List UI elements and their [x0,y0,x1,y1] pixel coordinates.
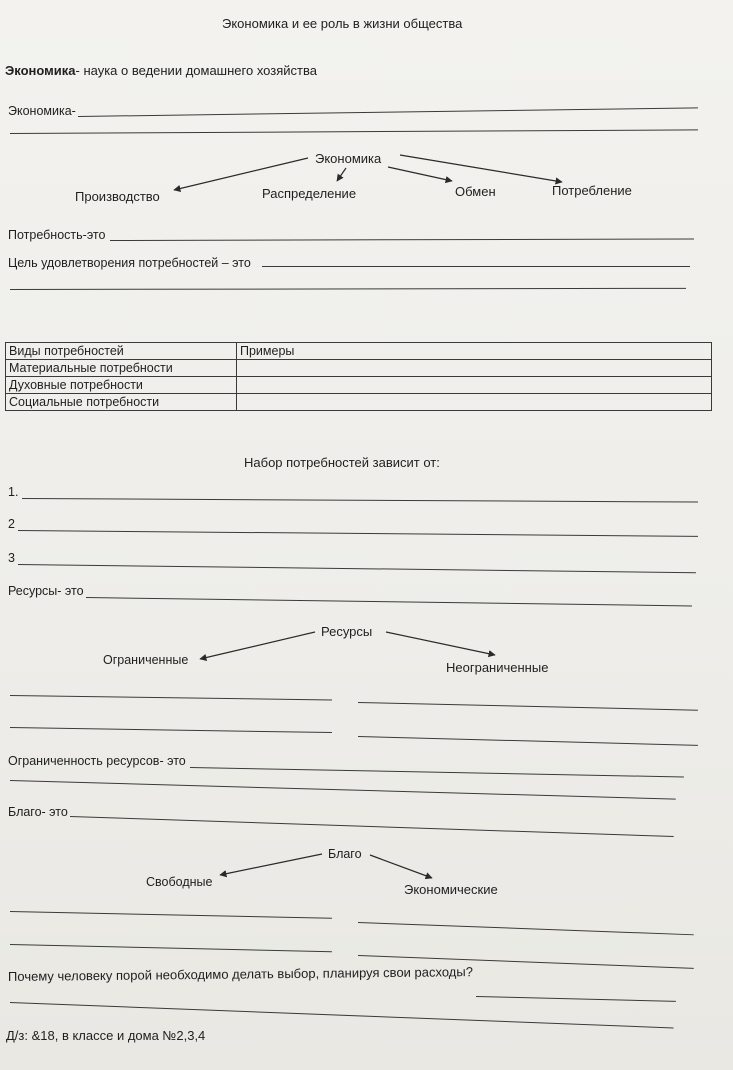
goods-right-branch: Экономические [404,882,498,897]
economy-term: Экономика [5,63,76,78]
table-header-cell: Виды потребностей [6,343,237,360]
arrow-to-unlimited [386,632,495,655]
resources-right-branch: Неограниченные [446,660,549,675]
economy-branch-consumption: Потребление [552,183,632,198]
resources-left-branch: Ограниченные [103,653,189,667]
arrow-to-free [220,854,322,875]
economy-definition-text: - наука о ведении домашнего хозяйства [75,63,317,78]
numbered-item-1: 1. [8,485,19,499]
resources-scheme-root: Ресурсы [321,624,373,639]
question-text: Почему человеку порой необходимо делать выбор, планируя свои расходы? [7,964,473,984]
goal-label: Цель удовлетворения потребностей – это [8,256,251,270]
economy-branch-distribution: Распределение [262,186,357,201]
table-header-cell: Примеры [237,343,712,360]
arrow-to-economic [370,855,432,878]
economy-fill-label: Экономика- [8,104,76,118]
numbered-item-2: 2 [8,517,15,531]
arrow-to-distribution [337,168,346,181]
arrow-to-production [174,158,308,190]
table-cell-need-type: Духовные потребности [6,377,237,394]
economy-branch-exchange: Обмен [455,184,496,199]
arrow-to-consumption [400,155,562,182]
page-title: Экономика и ее роль в жизни общества [222,16,463,31]
goods-scheme-root: Благо [328,847,362,861]
need-label: Потребность-это [8,228,106,242]
economy-branch-production: Производство [75,189,160,204]
homework-text: Д/з: &18, в классе и дома №2,3,4 [6,1028,206,1043]
limitation-label: Ограниченность ресурсов- это [8,754,186,768]
economy-scheme-root: Экономика [315,151,382,166]
numbered-item-3: 3 [8,551,15,565]
table-cell-need-type: Социальные потребности [6,394,237,411]
table-cell-need-type: Материальные потребности [6,360,237,377]
needs-set-heading: Набор потребностей зависит от: [244,455,440,470]
arrow-to-limited [200,632,315,659]
resources-label: Ресурсы- это [8,584,84,598]
goods-left-branch: Свободные [146,875,213,889]
goods-label: Благо- это [8,805,68,819]
arrow-to-exchange [388,167,452,181]
